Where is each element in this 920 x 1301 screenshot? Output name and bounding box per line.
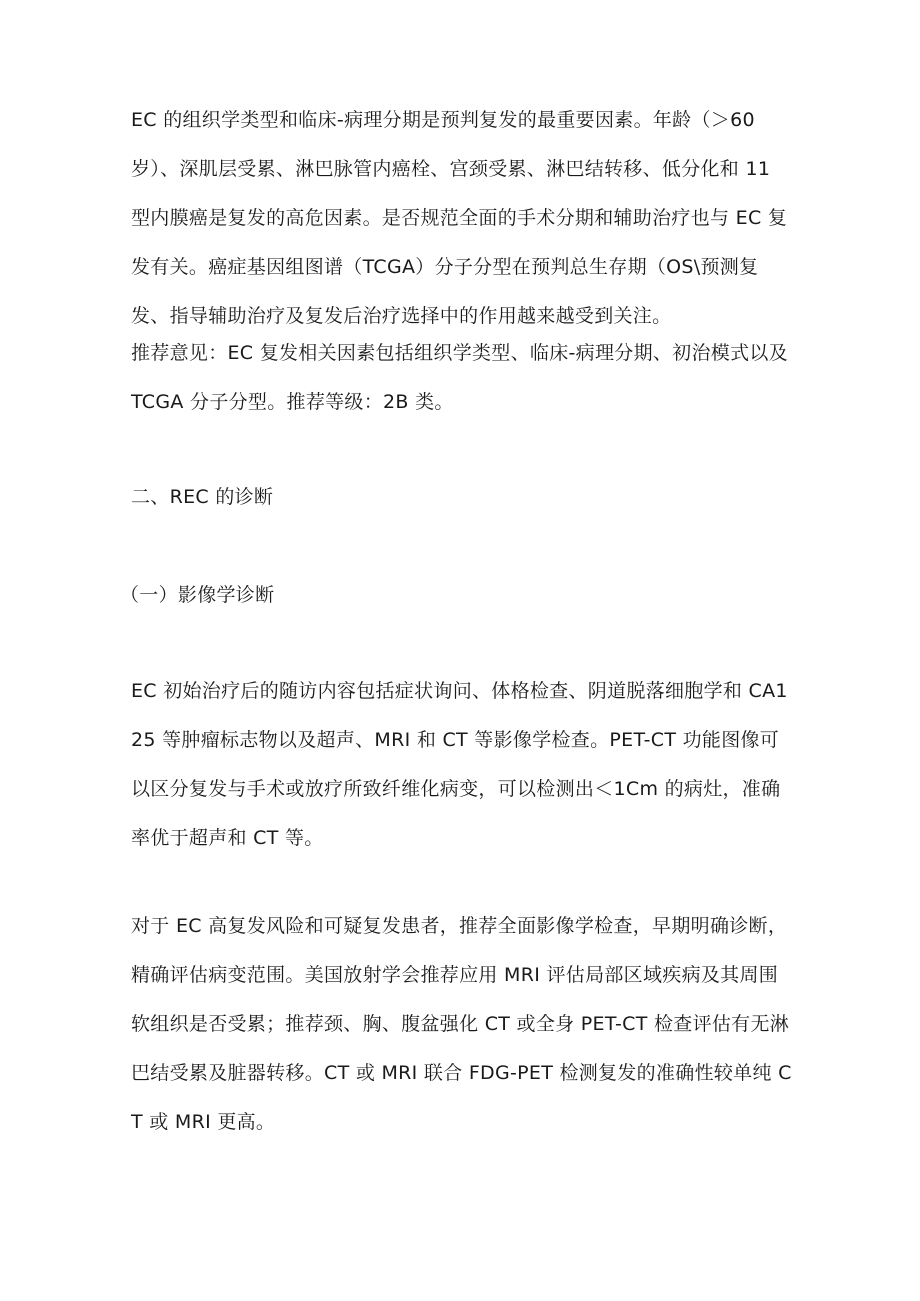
paragraph-follow-up: EC 初始治疗后的随访内容包括症状询问、体格检查、阴道脱落细胞学和 CA125 等肿瘤标志物以及超声、MRI 和 CT 等影像学检查。PET-CT 功能图像可以区分复发与手术或放疗所致纤维化病变，可以检测出＜1Cm 的病灶，准确率优于超声和 CT 等。 [131, 680, 788, 849]
paragraph-imaging-recommendation: 对于 EC 高复发风险和可疑复发患者，推荐全面影像学检查，早期明确诊断，精确评估病变范围。美国放射学会推荐应用 MRI 评估局部区域疾病及其周围软组织是否受累；推荐颈、胸、腹盆强化 CT 或全身 PET-CT 检查评估有无淋巴结受累及脏器转移。CT 或 MRI 联合 FDG-PET 检测复发的准确性较单纯 CT 或 MRI 更高。 [131, 915, 792, 1133]
section-heading: 二、REC 的诊断 [131, 486, 274, 508]
paragraph-recurrence-factors: EC 的组织学类型和临床-病理分期是预判复发的最重要因素。年龄（＞60 岁）、深肌层受累、淋巴脉管内癌栓、宫颈受累、淋巴结转移、低分化和 11 型内膜癌是复发的高危因素。是否规范全面的手术分期和辅助治疗也与 EC 复发有关。癌症基因组图谱（TCGA）分子分型在预判总生存期（OS\预测复发、指导辅助治疗及复发后治疗选择中的作用越来越受到关注。 [131, 109, 788, 327]
paragraph-recommendation: 推荐意见：EC 复发相关因素包括组织学类型、临床-病理分期、初治模式以及 TCGA 分子分型。推荐等级：2B 类。 [131, 342, 788, 413]
subsection-heading: （一）影像学诊断 [120, 584, 275, 606]
